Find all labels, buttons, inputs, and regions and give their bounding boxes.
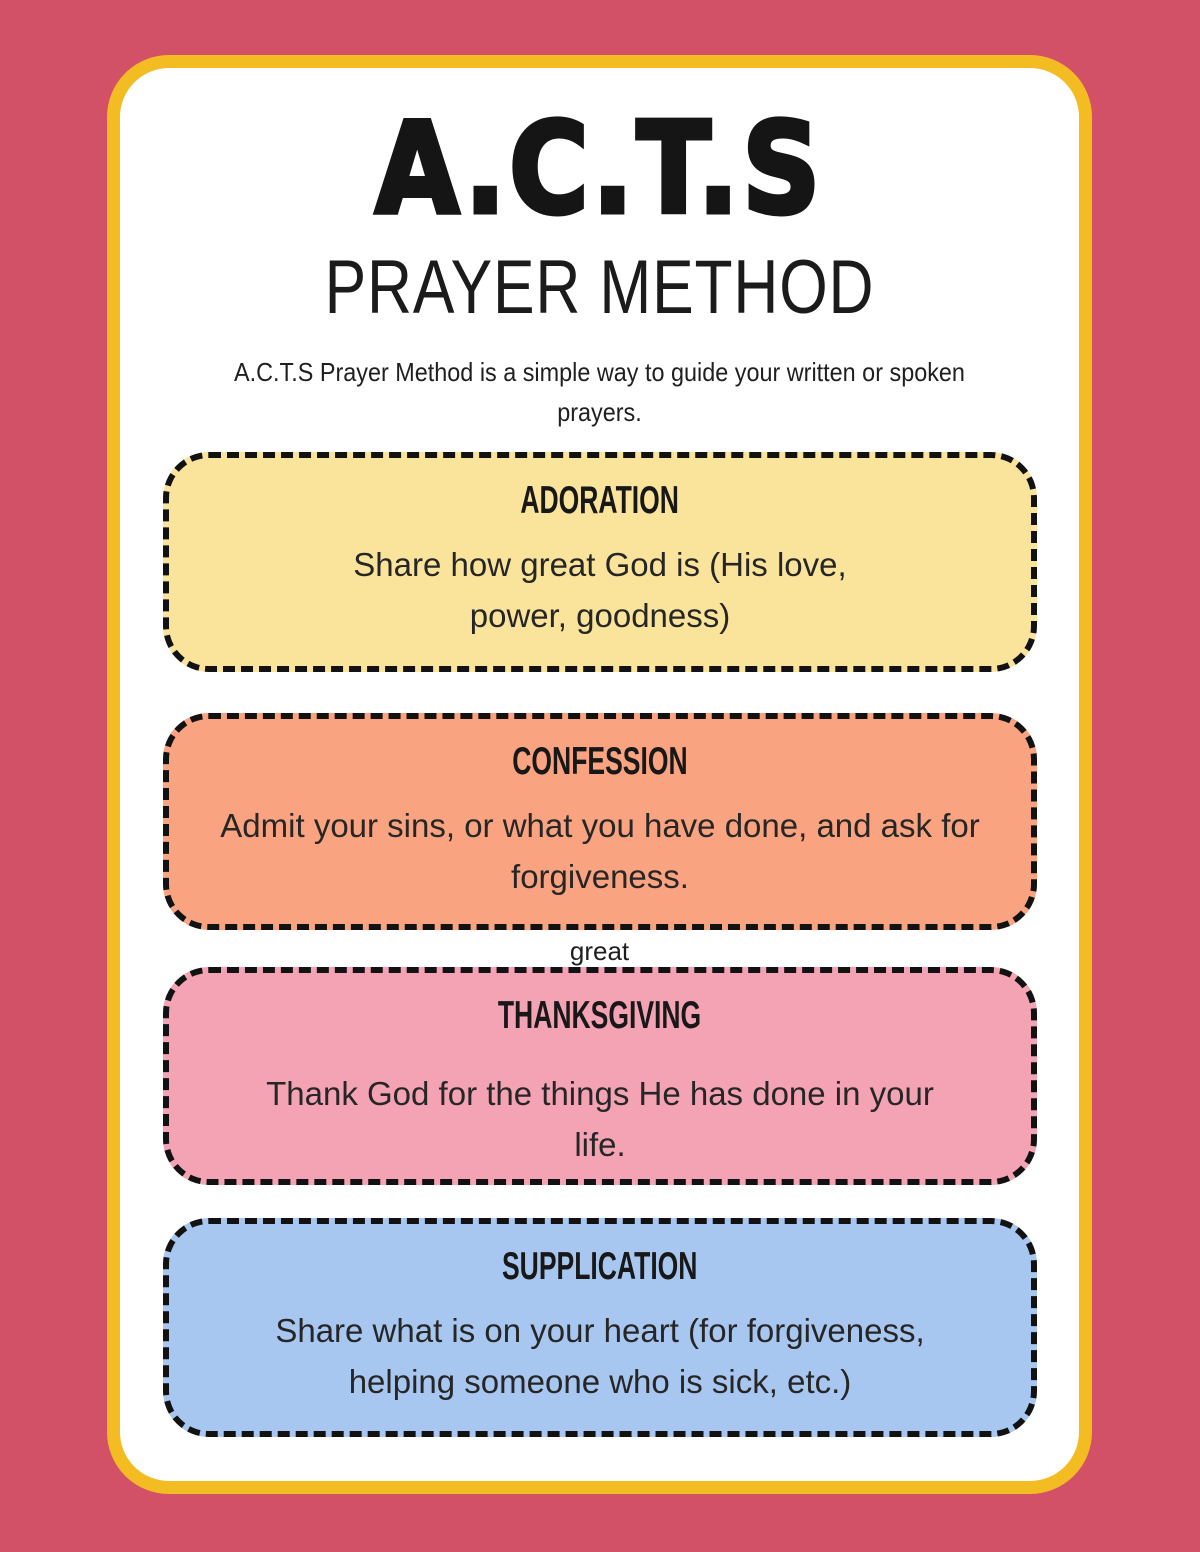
- poster-description: [168, 352, 1031, 432]
- poster-subtitle: PRAYER METHOD: [324, 245, 875, 330]
- box-label-confession: CONFESSION: [512, 740, 688, 783]
- stray-text-great: great: [569, 936, 630, 966]
- box-body-thanksgiving: [181, 1068, 1019, 1170]
- prayer-box-confession: [163, 713, 1037, 930]
- body-line: power, goodness): [469, 596, 731, 634]
- box-label-supplication: SUPPLICATION: [502, 1245, 698, 1288]
- body-line: forgiveness.: [511, 857, 689, 895]
- prayer-box-thanksgiving: [163, 967, 1037, 1185]
- poster-title: A.C.T.S: [375, 95, 824, 242]
- body-line: Admit your sins, or what you have done, and ask for: [220, 806, 980, 844]
- box-label-adoration: ADORATION: [520, 479, 680, 522]
- body-line: life.: [574, 1125, 626, 1163]
- body-line: Share how great God is (His love,: [353, 545, 847, 583]
- body-line: Thank God for the things He has done in your: [266, 1074, 934, 1112]
- box-body-supplication: [181, 1305, 1019, 1407]
- prayer-box-supplication: [163, 1218, 1037, 1437]
- description-line: A.C.T.S Prayer Method is a simple way to guide your written or spoken: [234, 357, 965, 387]
- body-line: helping someone who is sick, etc.): [348, 1362, 852, 1400]
- body-line: Share what is on your heart (for forgiveness,: [275, 1311, 925, 1349]
- box-body-confession: [181, 800, 1019, 902]
- box-label-thanksgiving: THANKSGIVING: [498, 994, 702, 1037]
- prayer-box-adoration: [163, 452, 1037, 672]
- poster-card: [107, 55, 1092, 1494]
- box-body-adoration: [181, 539, 1019, 641]
- description-line: prayers.: [557, 397, 642, 427]
